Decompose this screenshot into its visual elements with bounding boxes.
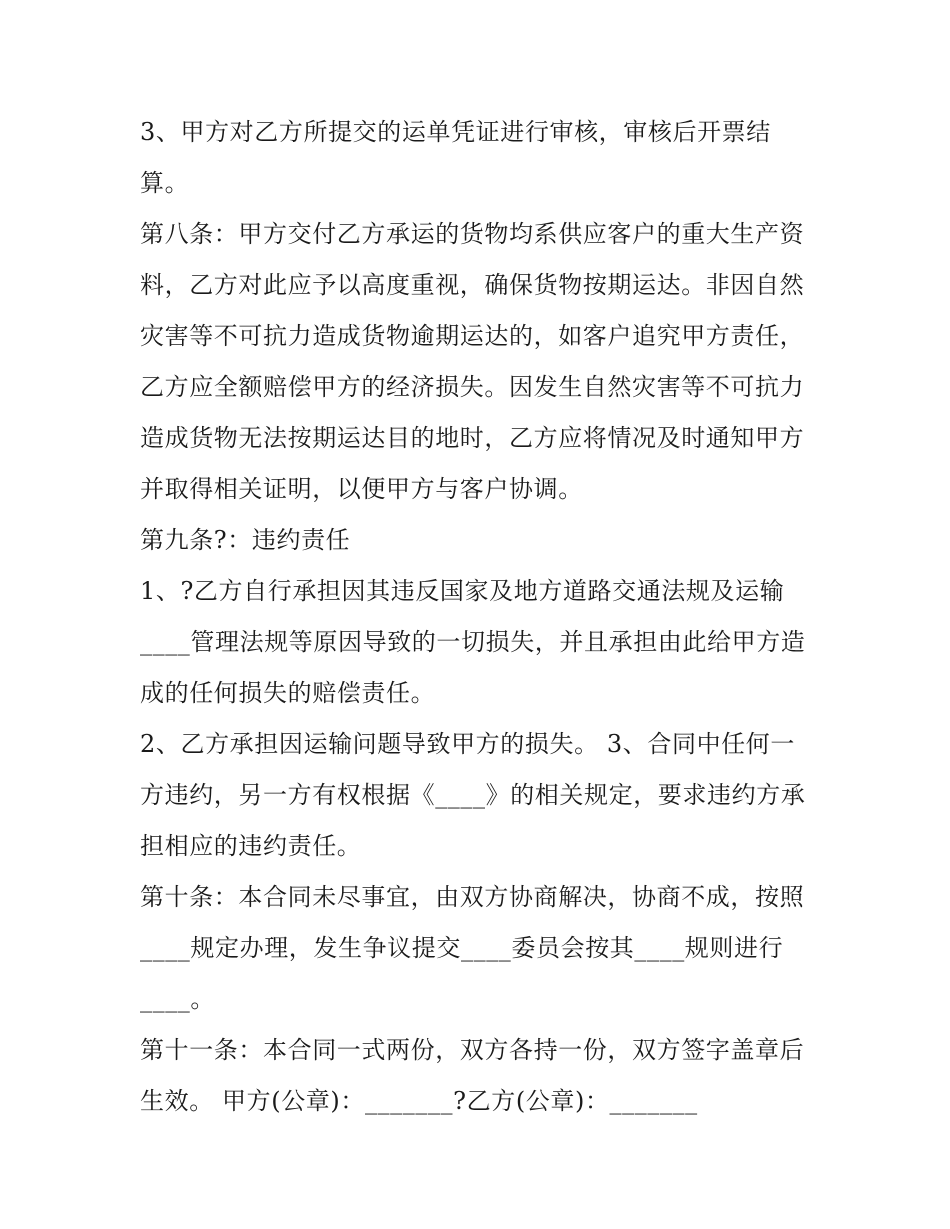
clause-7-item-3 bbox=[140, 107, 812, 209]
article-9-item-1 bbox=[140, 566, 812, 719]
text-line: 2、乙方承担因运输问题导致甲方的损失。 3、合同中任何一 bbox=[140, 730, 795, 758]
text-line: 算。 bbox=[140, 169, 190, 197]
text-line: 担相应的违约责任。 bbox=[140, 832, 362, 860]
text-line: 成的任何损失的赔偿责任。 bbox=[140, 679, 436, 707]
text-line: 生效。 甲方(公章)：_______?乙方(公章)：_______ bbox=[140, 1087, 698, 1115]
article-11 bbox=[140, 1025, 812, 1127]
text-line: 第十条：本合同未尽事宜，由双方协商解决，协商不成，按照 bbox=[140, 883, 805, 911]
article-9-item-2-3 bbox=[140, 719, 812, 872]
text-line: 1、?乙方自行承担因其违反国家及地方道路交通法规及运输 bbox=[140, 577, 785, 605]
text-line: 料，乙方对此应予以高度重视，确保货物按期运达。非因自然 bbox=[140, 271, 805, 299]
text-line: 灾害等不可抗力造成货物逾期运达的，如客户追究甲方责任， bbox=[140, 322, 805, 350]
text-line: ____管理法规等原因导致的一切损失，并且承担由此给甲方造 bbox=[140, 628, 806, 656]
article-9-heading bbox=[140, 515, 812, 566]
text-line: 第九条?：违约责任 bbox=[140, 526, 351, 554]
text-line: 乙方应全额赔偿甲方的经济损失。因发生自然灾害等不可抗力 bbox=[140, 373, 805, 401]
article-8 bbox=[140, 209, 812, 515]
text-line: 3、甲方对乙方所提交的运单凭证进行审核，审核后开票结 bbox=[140, 118, 771, 146]
text-line: ____规定办理，发生争议提交____委员会按其____规则进行 bbox=[140, 934, 784, 962]
text-line: 第十一条：本合同一式两份，双方各持一份，双方签字盖章后 bbox=[140, 1036, 805, 1064]
text-line: ____。 bbox=[140, 985, 215, 1013]
document-body bbox=[140, 107, 812, 1127]
article-10 bbox=[140, 872, 812, 1025]
text-line: 方违约，另一方有权根据《____》的相关规定，要求违约方承 bbox=[140, 781, 806, 809]
text-line: 并取得相关证明，以便甲方与客户协调。 bbox=[140, 475, 583, 503]
text-line: 第八条：甲方交付乙方承运的货物均系供应客户的重大生产资 bbox=[140, 220, 805, 248]
text-line: 造成货物无法按期运达目的地时，乙方应将情况及时通知甲方 bbox=[140, 424, 805, 452]
